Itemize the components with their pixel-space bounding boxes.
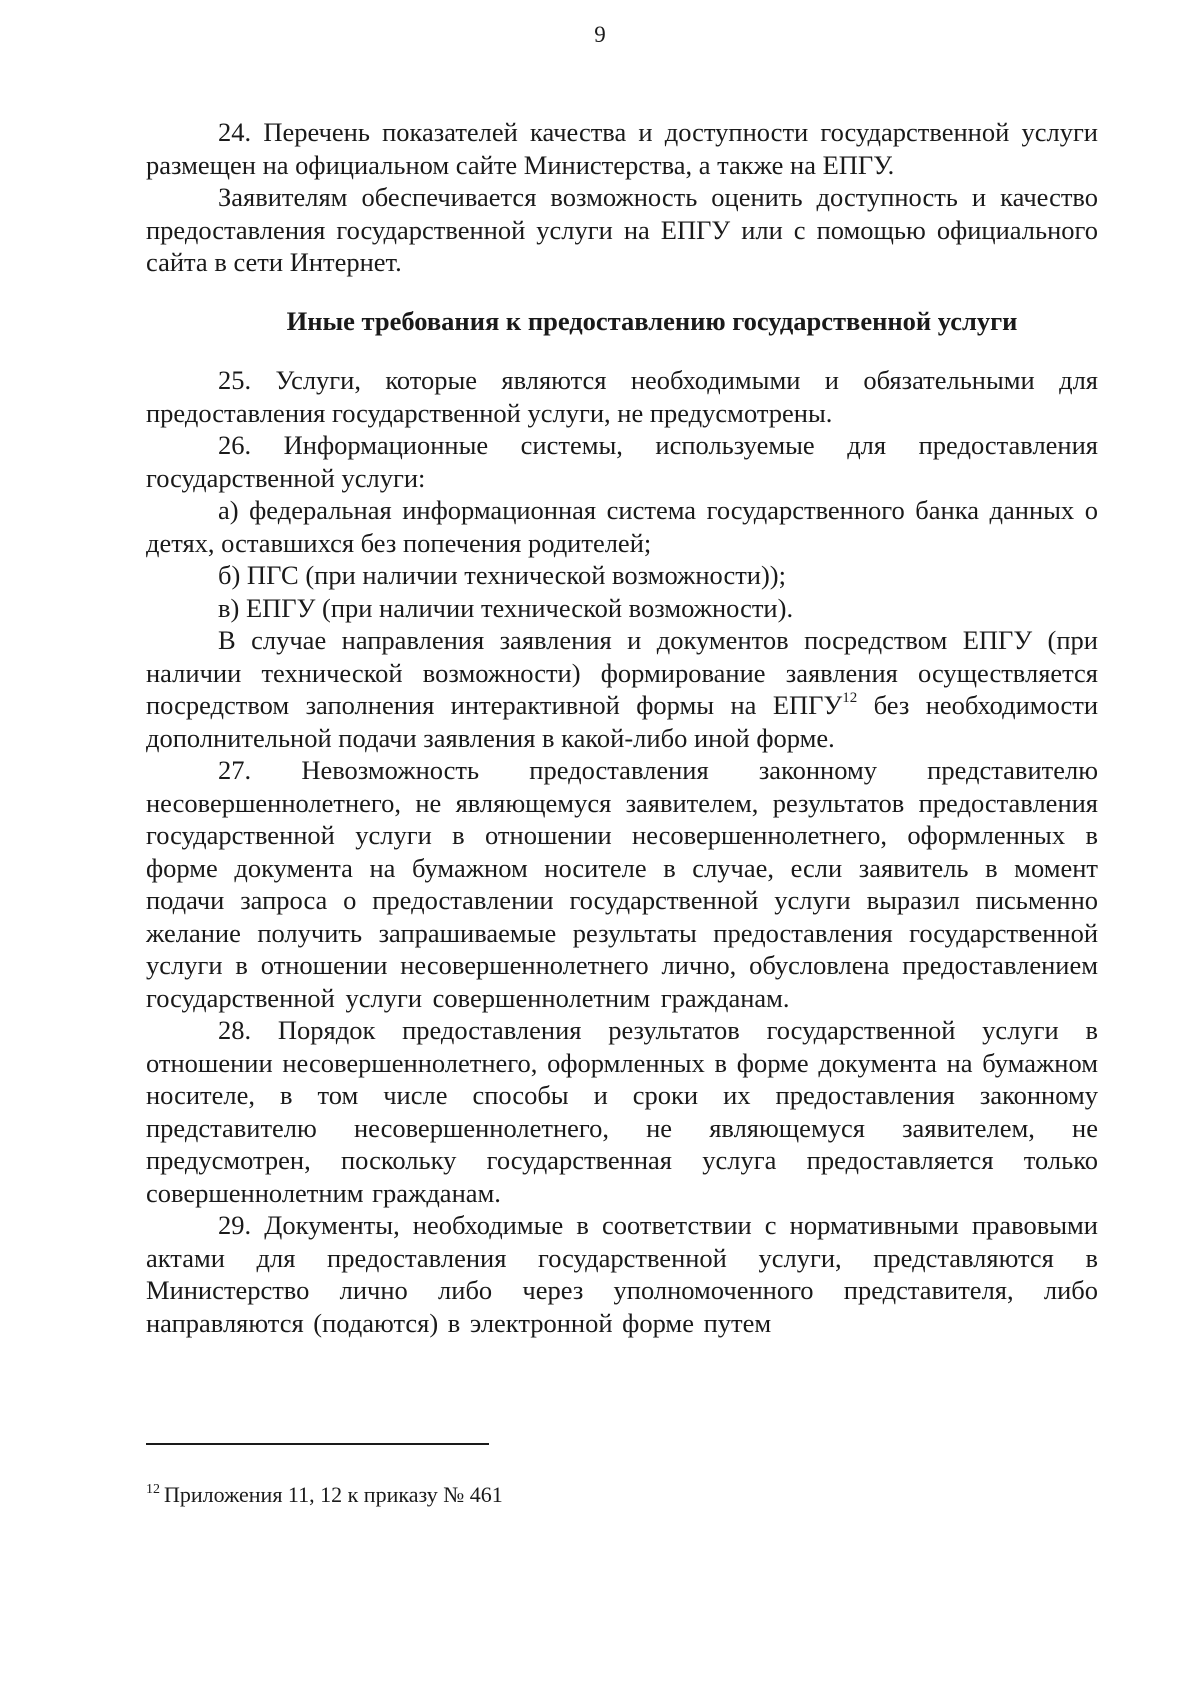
paragraph-24-continued: Заявителям обеспечивается возможность оценить доступность и качество предоставления государственной услуги на ЕПГУ или с помощью официального сайта в сети Интернет. [146,182,1098,277]
footnote-marker: 12 [146,1481,160,1497]
paragraph-26-item-a: а) федеральная информационная система государственного банка данных о детях, оставшихся без попечения родителей; [146,495,1098,558]
paragraph-26-note [146,624,1098,754]
paragraph-29: 29. Документы, необходимые в соответствии с нормативными правовыми актами для предоставления государственной услуги, представляются в Министерство лично либо через уполномоченного представителя, либо направляются (подаются) в электронной форме путем [146,1210,1098,1338]
footnote-reference: 12 [842,690,858,707]
paragraph-28: 28. Порядок предоставления результатов государственной услуги в отношении несовершеннолетнего, оформленных в форме документа на бумажном носителе, в том числе способы и сроки их предоставления законному представителю несовершеннолетнего, не являющемуся заявителем, не предусмотрен, поскольку государственная услуга предоставляется только совершеннолетним гражданам. [146,1015,1098,1208]
paragraph-25: 25. Услуги, которые являются необходимыми и обязательными для предоставления государственной услуги, не предусмотрены. [146,365,1098,428]
paragraph-26-note-end: без необходимости дополнительной подачи заявления в какой-либо иной форме. [146,690,1098,753]
footnote-text: Приложения 11, 12 к приказу № 461 [164,1482,503,1507]
section-heading: Иные требования к предоставлению государственной услуги [286,305,1018,336]
document-body [146,116,1098,1339]
paragraph-27: 27. Невозможность предоставления законному представителю несовершеннолетнего, не являющемуся заявителем, результатов предоставления государственной услуги в отношении несовершеннолетнего, оформленных в форме документа на бумажном носителе в случае, если заявитель в момент подачи запроса о предоставлении государственной услуги выразил письменно желание получить запрашиваемые результаты предоставления государственной услуги в отношении несовершеннолетнего лично, обусловлена предоставлением государственной услуги совершеннолетним гражданам. [146,755,1098,1013]
paragraph-26-item-b: б) ПГС (при наличии технической возможности)); [218,560,786,590]
paragraph-26-item-v: в) ЕПГУ (при наличии технической возможности). [218,592,794,623]
paragraph-26-note-start: В случае направления заявления и документов посредством ЕПГУ (при наличии технической возможности) формирование заявления осуществляется посредством заполнения интерактивной формы на ЕПГУ [146,625,1098,720]
footnote [146,1481,503,1509]
paragraph-26: 26. Информационные системы, используемые для предоставления государственной услуги: [146,430,1098,493]
footnote-divider [146,1443,489,1445]
paragraph-24: 24. Перечень показателей качества и доступности государственной услуги размещен на официальном сайте Министерства, а также на ЕПГУ. [146,117,1098,180]
page-number: 9 [594,22,606,47]
